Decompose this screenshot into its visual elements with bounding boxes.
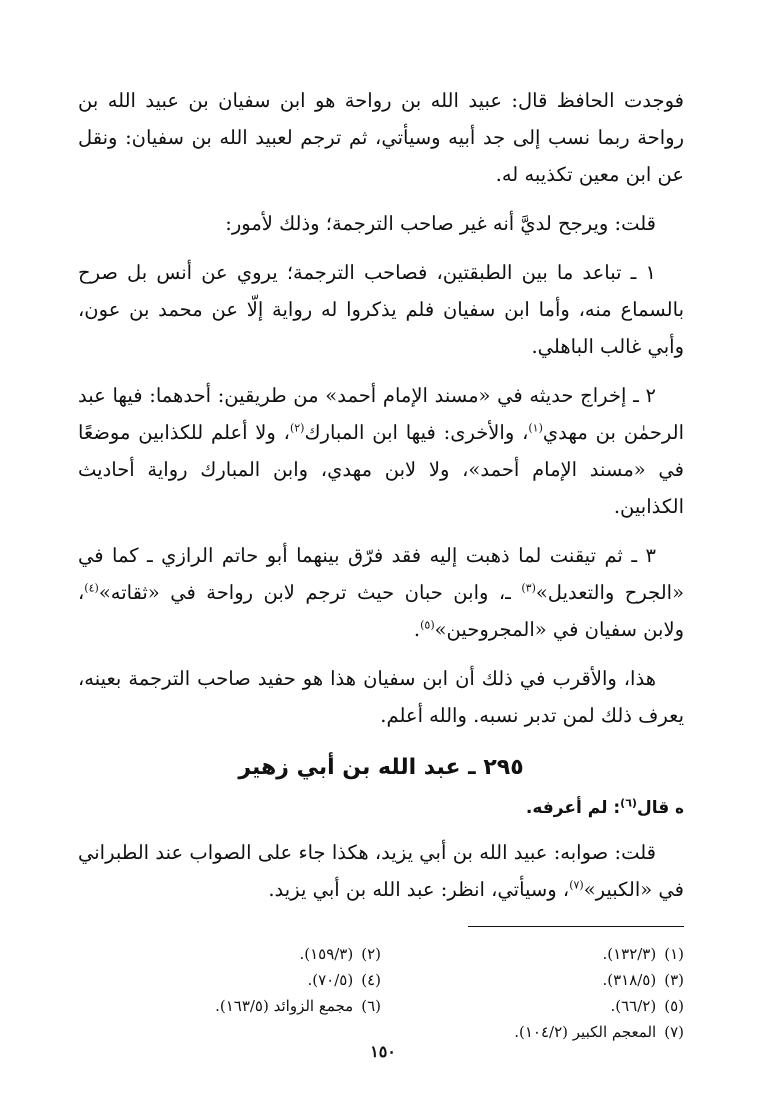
- text-segment: ، ولابن سفيان في «المجروحين»: [78, 581, 684, 641]
- footnote-text: (٣١٨/٥).: [602, 971, 657, 989]
- footnote-number: (٤): [361, 971, 381, 989]
- footnote-row: [78, 993, 684, 1019]
- footnote-row: [78, 967, 684, 993]
- entry-title: ٢٩٥ ـ عبد الله بن أبي زهير: [238, 755, 524, 780]
- footnote-ref-2[interactable]: (٢): [289, 421, 305, 435]
- footnote-text: مجمع الزوائد (١٦٣/٥).: [215, 997, 354, 1015]
- footnote-ref-4[interactable]: (٤): [84, 581, 99, 595]
- text-segment: ٢ ـ إخراج حديثه في «مسند الإمام أحمد» من طريقين: أحدهما: فيها عبد الرحمٰن بن مهدي: [78, 384, 684, 444]
- quote-mark-icon: ه: [675, 799, 684, 817]
- footnote-ref-3[interactable]: (٣): [521, 581, 536, 595]
- text-segment: قلت: صوابه: عبيد الله بن أبي يزيد، هكذا جاء على الصواب عند الطبراني في «الكبير»: [78, 841, 684, 901]
- footnote-number: (٥): [664, 997, 684, 1015]
- footnote-number: (٧): [664, 1023, 684, 1041]
- footnote-text: (١٥٩/٣).: [299, 945, 354, 963]
- footnote-ref-5[interactable]: (٥): [420, 618, 435, 632]
- text-segment: ـ، وابن حبان حيث ترجم لابن رواحة في «ثقاته»: [98, 581, 522, 604]
- footnote-number: (٢): [361, 945, 381, 963]
- footnote-text: (٧٠/٥).: [307, 971, 354, 989]
- footnote-number: (٣): [664, 971, 684, 989]
- paragraph-1: فوجدت الحافظ قال: عبيد الله بن رواحة هو ابن سفيان بن عبيد الله بن رواحة ربما نسب إلى جد أبيه وسيأتي، ثم ترجم لعبيد الله بن سفيان: ونقل عن ابن معين تكذيبه له.: [78, 89, 684, 186]
- footnote-row: [78, 941, 684, 967]
- footnote-number: (١): [664, 945, 684, 963]
- footnote-ref-1[interactable]: (١): [528, 421, 543, 435]
- footnote-1: [381, 941, 684, 967]
- footnote-3: [381, 967, 684, 993]
- footnote-4: [78, 967, 381, 993]
- quote-text: : لم أعرفه.: [525, 798, 621, 818]
- text-segment: ٣ ـ ثم تيقنت لما ذهبت إليه فقد فرّق بينهما أبو حاتم الرازي ـ كما في «الجرح والتعديل»: [78, 544, 684, 604]
- paragraph-7: [78, 834, 684, 908]
- paragraph-6: هذا، والأقرب في ذلك أن ابن سفيان هذا هو حفيد صاحب الترجمة بعينه، يعرف ذلك لمن تدبر نسبه. والله أعلم.: [78, 667, 684, 727]
- text-segment: ، وسيأتي، انظر: عبد الله بن أبي يزيد.: [268, 878, 570, 901]
- footnote-ref-7[interactable]: (٧): [569, 878, 584, 892]
- entry-quote: [78, 790, 684, 826]
- quote-label: قال: [636, 798, 676, 818]
- footnote-ref-6[interactable]: (٦): [620, 796, 637, 810]
- footnote-number: (٦): [361, 997, 381, 1015]
- footnote-text: المعجم الكبير (١٠٤/٢).: [514, 1023, 657, 1041]
- page-body: [78, 82, 684, 1045]
- footnotes: [78, 941, 684, 1045]
- paragraph-2: قلت: ويرجح لديَّ أنه غير صاحب الترجمة؛ وذلك لأمور:: [225, 212, 656, 235]
- footnote-6: [78, 993, 381, 1019]
- paragraph-4: [78, 377, 684, 525]
- text-segment: .: [413, 618, 421, 641]
- footnote-text: (٦٦/٢).: [610, 997, 657, 1015]
- footnote-5: [381, 993, 684, 1019]
- footnote-divider: [468, 926, 684, 927]
- page-number: ١٥٠: [370, 1042, 396, 1061]
- text-segment: ، ولا أعلم للكذابين موضعًا في «مسند الإمام أحمد»، ولا لابن مهدي، وابن المبارك رواية أحاديث الكذابين.: [78, 421, 684, 518]
- paragraph-3: ١ ـ تباعد ما بين الطبقتين، فصاحب الترجمة؛ يروي عن أنس بل صرح بالسماع منه، وأما ابن سفيان فلم يذكروا له رواية إلّا عن محمد بن عون، وأبي غالب الباهلي.: [78, 261, 684, 358]
- text-segment: ، والأخرى: فيها ابن المبارك: [304, 421, 529, 444]
- footnote-2: [78, 941, 381, 967]
- footnote-text: (١٣٢/٣).: [602, 945, 657, 963]
- paragraph-5: [78, 537, 684, 648]
